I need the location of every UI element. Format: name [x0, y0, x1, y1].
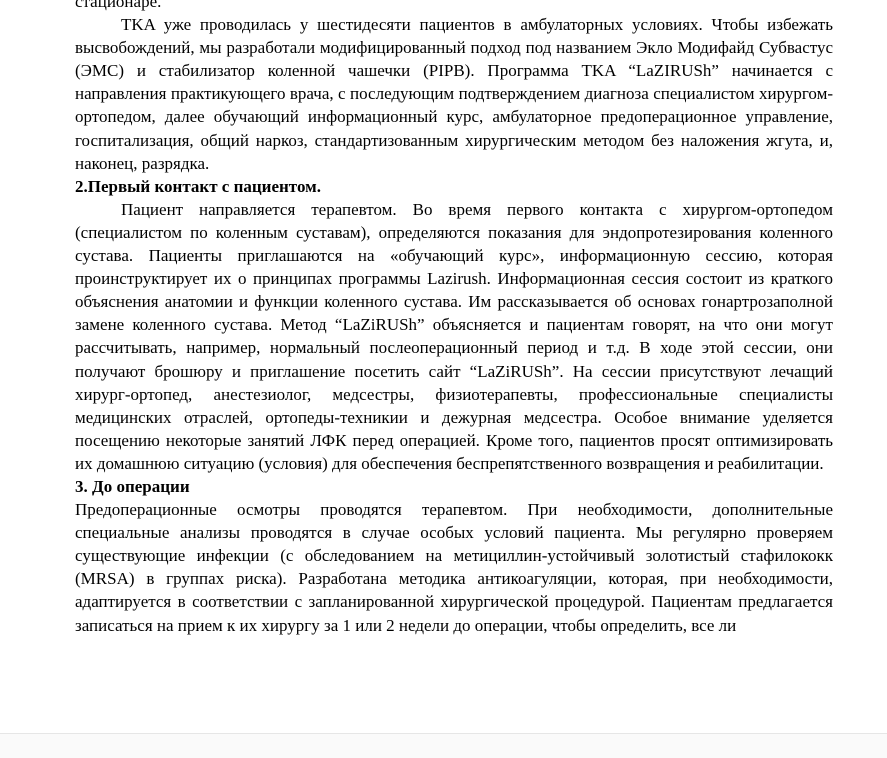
intro-paragraph: TKA уже проводилась у шестидесяти пациентов в амбулаторных условиях. Чтобы избежать высвобождений, мы разработали модифицированный подход под названием Экло Модифайд Субвастус (ЭМС) и стабилизатор коленной чашечки (PIPB). Программа TKA “LaZIRUSh” начинается с направления практикующего врача, с последующим подтверждением диагноза специалистом хирургом-ортопедом, далее обучающий информационный курс, амбулаторное предоперационное управление, госпитализация, общий наркоз, стандартизованным хирургическим методом без наложения жгута, и, наконец, разрядка. — [75, 15, 833, 173]
section-3-heading: 3. До операции — [75, 476, 190, 496]
page-bottom-margin — [0, 733, 887, 758]
section-2-heading: 2.Первый контакт с пациентом. — [75, 176, 321, 196]
document-body — [75, 0, 833, 637]
section-2-paragraph: Пациент направляется терапевтом. Во время первого контакта с хирургом-ортопедом (специалистом по коленным суставам), определяются показания для эндопротезирования коленного сустава. Пациенты приглашаются на «обучающий курс», информационную сессию, которая проинструктирует их о принципах программы Lazirush. Информационная сессия состоит из краткого объяснения анатомии и функции коленного сустава. Им рассказывается об основах гонартрозаполной замене коленного сустава. Метод “LaZiRUSh” объясняется и пациентам говорят, на что они могут рассчитывать, например, нормальный послеоперационный период и т.д. В ходе этой сессии, они получают брошюру и приглашение посетить сайт “LaZiRUSh”. На сессии присутствуют лечащий хирург-ортопед, анестезиолог, медсестры, физиотерапевты, профессиональные специалисты медицинских отраслей, ортопеды-техникии и дежурная медсестра. Особое внимание уделяется посещению некоторые занятий ЛФК перед операцией. Кроме того, пациентов просят оптимизировать их домашнюю ситуацию (условия) для обеспечения беспрепятственного возвращения и реабилитации. — [75, 199, 833, 473]
section-3-paragraph: Предоперационные осмотры проводятся терапевтом. При необходимости, дополнительные специальные анализы проводятся в случае особых условий пациента. Мы регулярно проверяем существующие инфекции (с обследованием на метициллин-устойчивый золотистый стафилококк (MRSA) в группах риска). Разработана методика антикоагуляции, которая, при необходимости, адаптируется в соответствии с запланированной хирургической процедурой. Пациентам предлагается записаться на прием к их хирургу за 1 или 2 недели до операции, чтобы определить, все ли — [75, 500, 833, 635]
carryover-text: стационаре. — [75, 0, 162, 11]
